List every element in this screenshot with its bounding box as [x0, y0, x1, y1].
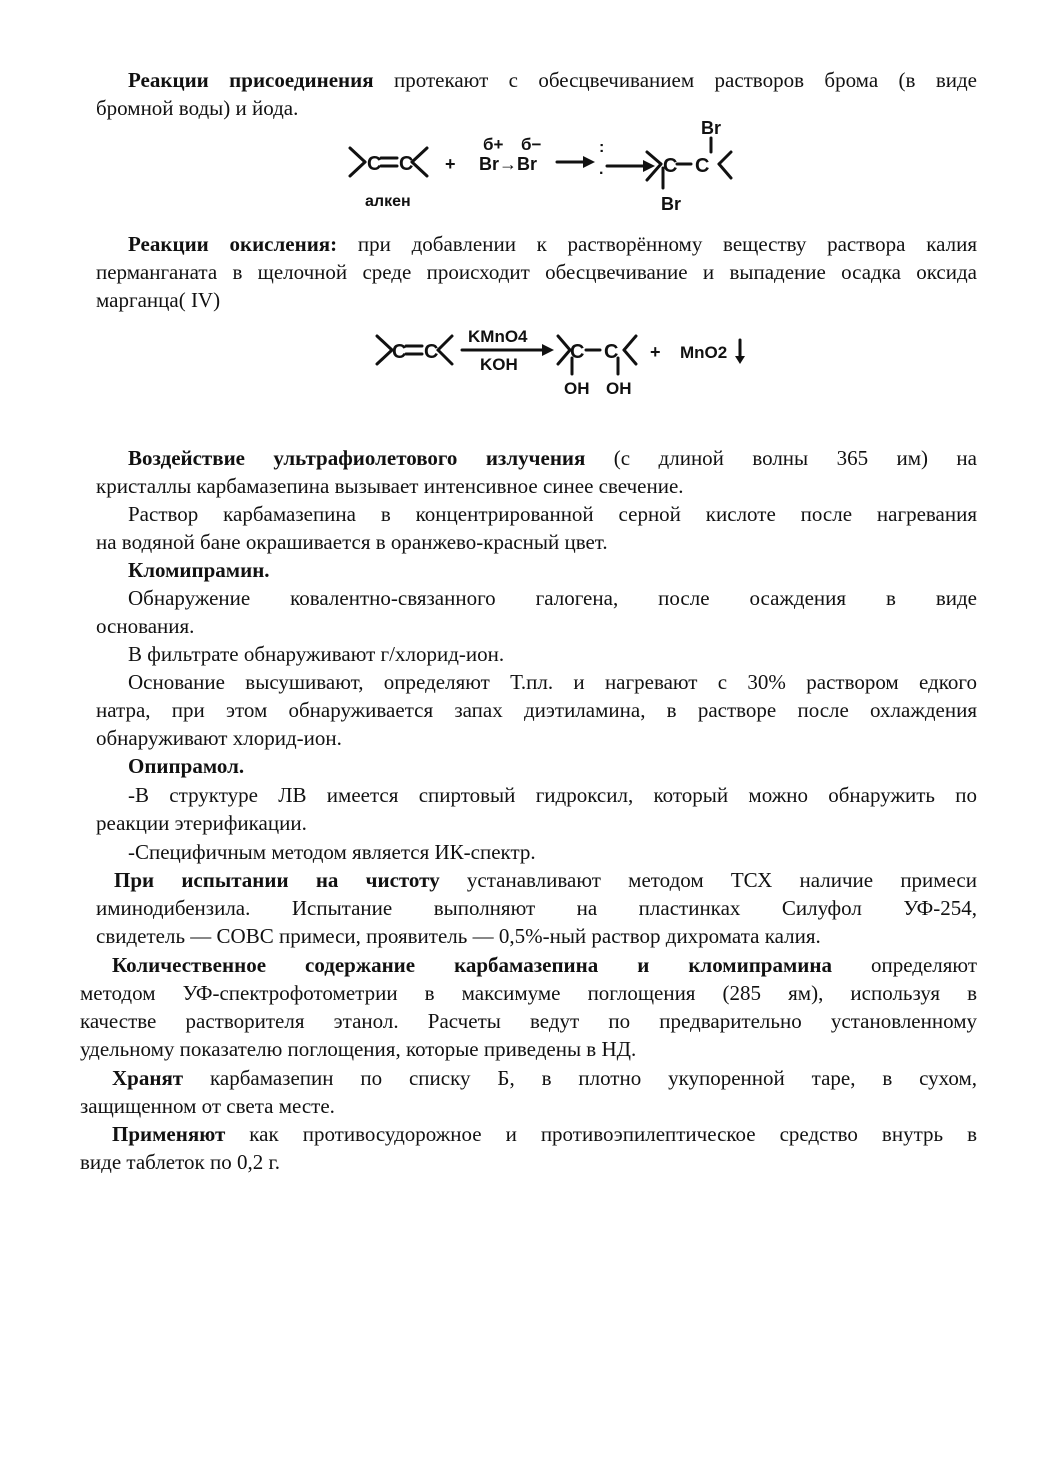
bold-lead: Применяют — [112, 1122, 226, 1146]
bold-lead: Хранят — [112, 1066, 184, 1090]
reagent-kmno4: KMnO4 — [468, 327, 528, 346]
paragraph-line: натра, при этом обнаруживается запах диэтиламина, в растворе после охлаждения — [96, 698, 977, 722]
carbon-label: C — [392, 341, 407, 363]
delta-minus: б− — [521, 135, 542, 154]
paragraph-line: -В структуре ЛВ имеется спиртовый гидроксил, который можно обнаружить по — [128, 783, 977, 807]
bold-lead: Реакции присоединения — [128, 68, 374, 92]
paragraph-line: иминодибензила. Испытание выполняют на пластинках Силуфол УФ-254, — [96, 896, 977, 920]
bromine-reagent: Br→Br — [479, 154, 538, 174]
carbon-label: C — [663, 155, 678, 177]
paragraph-line: свидетель — СОВС примеси, проявитель — 0,5%-ный раствор дихромата калия. — [96, 924, 821, 948]
paragraph-line: Основание высушивают, определяют Т.пл. и нагревают с 30% раствором едкого — [128, 670, 977, 694]
paragraph-line: виде таблеток по 0,2 г. — [80, 1150, 280, 1174]
text-run: при добавлении к растворённому веществу раствора калия — [337, 232, 977, 256]
delta-plus: б+ — [483, 135, 504, 154]
reagent-koh: KOH — [480, 355, 518, 374]
paragraph-line: реакции этерификации. — [96, 811, 307, 835]
bold-lead: Количественное содержание карбамазепина и кломипрамина — [112, 953, 832, 977]
plus-sign: + — [445, 154, 456, 174]
carbon-label: C — [399, 153, 414, 175]
paragraph-line: качестве растворителя этанол. Расчеты ведут по предварительно установленному — [80, 1009, 977, 1033]
bromine-bottom: Br — [661, 194, 682, 214]
paragraph-purity — [96, 866, 977, 950]
text-run: карбамазепин по списку Б, в плотно укупоренной таре, в сухом, — [183, 1066, 977, 1090]
paragraph-sulfuric — [96, 500, 977, 556]
paragraph-base — [96, 668, 977, 752]
paragraph-line: кристаллы карбамазепина вызывает интенсивное синее свечение. — [96, 474, 684, 498]
plus-sign: + — [650, 342, 661, 362]
paragraph-line: удельному показателю поглощения, которые приведены в НД. — [80, 1037, 637, 1061]
paragraph-line: на водяной бане окрашивается в оранжево-красный цвет. — [96, 530, 608, 554]
dot-marker: · — [599, 165, 605, 182]
carbon-label: C — [570, 341, 585, 363]
paragraph-line — [96, 230, 977, 258]
paragraph-line: методом УФ-спектрофотометрии в максимуме поглощения (285 ям), используя в — [80, 981, 977, 1005]
paragraph-uv — [96, 444, 977, 500]
hydroxyl-1: OH — [564, 379, 590, 398]
paragraph-line — [96, 444, 977, 472]
alkene-label: алкен — [365, 193, 411, 210]
text-run: как противосудорожное и противоэпилептическое средство внутрь в — [225, 1122, 977, 1146]
paragraph-quantitative — [80, 951, 977, 1063]
paragraph-addition-reactions — [96, 66, 977, 122]
paragraph-line — [80, 951, 977, 979]
paragraph-filtrate: В фильтрате обнаруживают г/хлорид-ион. — [128, 642, 505, 666]
bold-lead: Реакции окисления: — [128, 232, 338, 256]
bromination-scheme — [345, 116, 745, 216]
paragraph-storage — [80, 1064, 977, 1120]
text-run: (с длиной волны 365 им) на — [585, 446, 977, 470]
manganese-dioxide: MnO2 — [680, 343, 728, 362]
text-run: устанавливают методом ТСХ наличие примеси — [439, 868, 977, 892]
paragraph-hydroxyl — [96, 781, 977, 837]
paragraph-line: перманганата в щелочной среде происходит обесцвечивание и выпадение осадка оксида — [96, 260, 977, 284]
bromine-top: Br — [701, 118, 722, 138]
paragraph-ir: -Специфичным методом является ИК-спектр. — [128, 840, 536, 864]
carbon-label: C — [604, 341, 619, 363]
carbon-label: C — [424, 341, 439, 363]
paragraph-line: Раствор карбамазепина в концентрированной серной кислоте после нагревания — [128, 502, 977, 526]
carbon-label: C — [695, 155, 710, 177]
bold-lead: При испытании на чистоту — [114, 868, 440, 892]
paragraph-line: марганца( IV) — [96, 288, 221, 312]
text-run: определяют — [832, 953, 977, 977]
paragraph-halogen — [96, 584, 977, 640]
paragraph-line — [96, 866, 977, 894]
paragraph-line: Обнаружение ковалентно-связанного галогена, после осаждения в виде — [128, 586, 977, 610]
paragraph-line: основания. — [96, 614, 195, 638]
bold-lead: Воздействие ультрафиолетового излучения — [128, 446, 586, 470]
paragraph-usage — [80, 1120, 977, 1176]
oxidation-scheme — [372, 322, 772, 402]
paragraph-line — [80, 1120, 977, 1148]
paragraph-oxidation — [96, 230, 977, 314]
text-run: протекают с обесцвечиванием растворов брома (в виде — [373, 68, 977, 92]
paragraph-line — [80, 1064, 977, 1092]
heading-opipramol: Опипрамол. — [128, 754, 245, 778]
paragraph-line — [96, 66, 977, 94]
paragraph-line: защищенном от света месте. — [80, 1094, 335, 1118]
carbon-label: C — [367, 153, 382, 175]
hydroxyl-2: OH — [606, 379, 632, 398]
paragraph-line: бромной воды) и йода. — [96, 96, 299, 120]
paragraph-line: обнаруживают хлорид-ион. — [96, 726, 342, 750]
heading-clomipramine: Кломипрамин. — [128, 558, 270, 582]
dot-marker: : — [599, 139, 605, 156]
